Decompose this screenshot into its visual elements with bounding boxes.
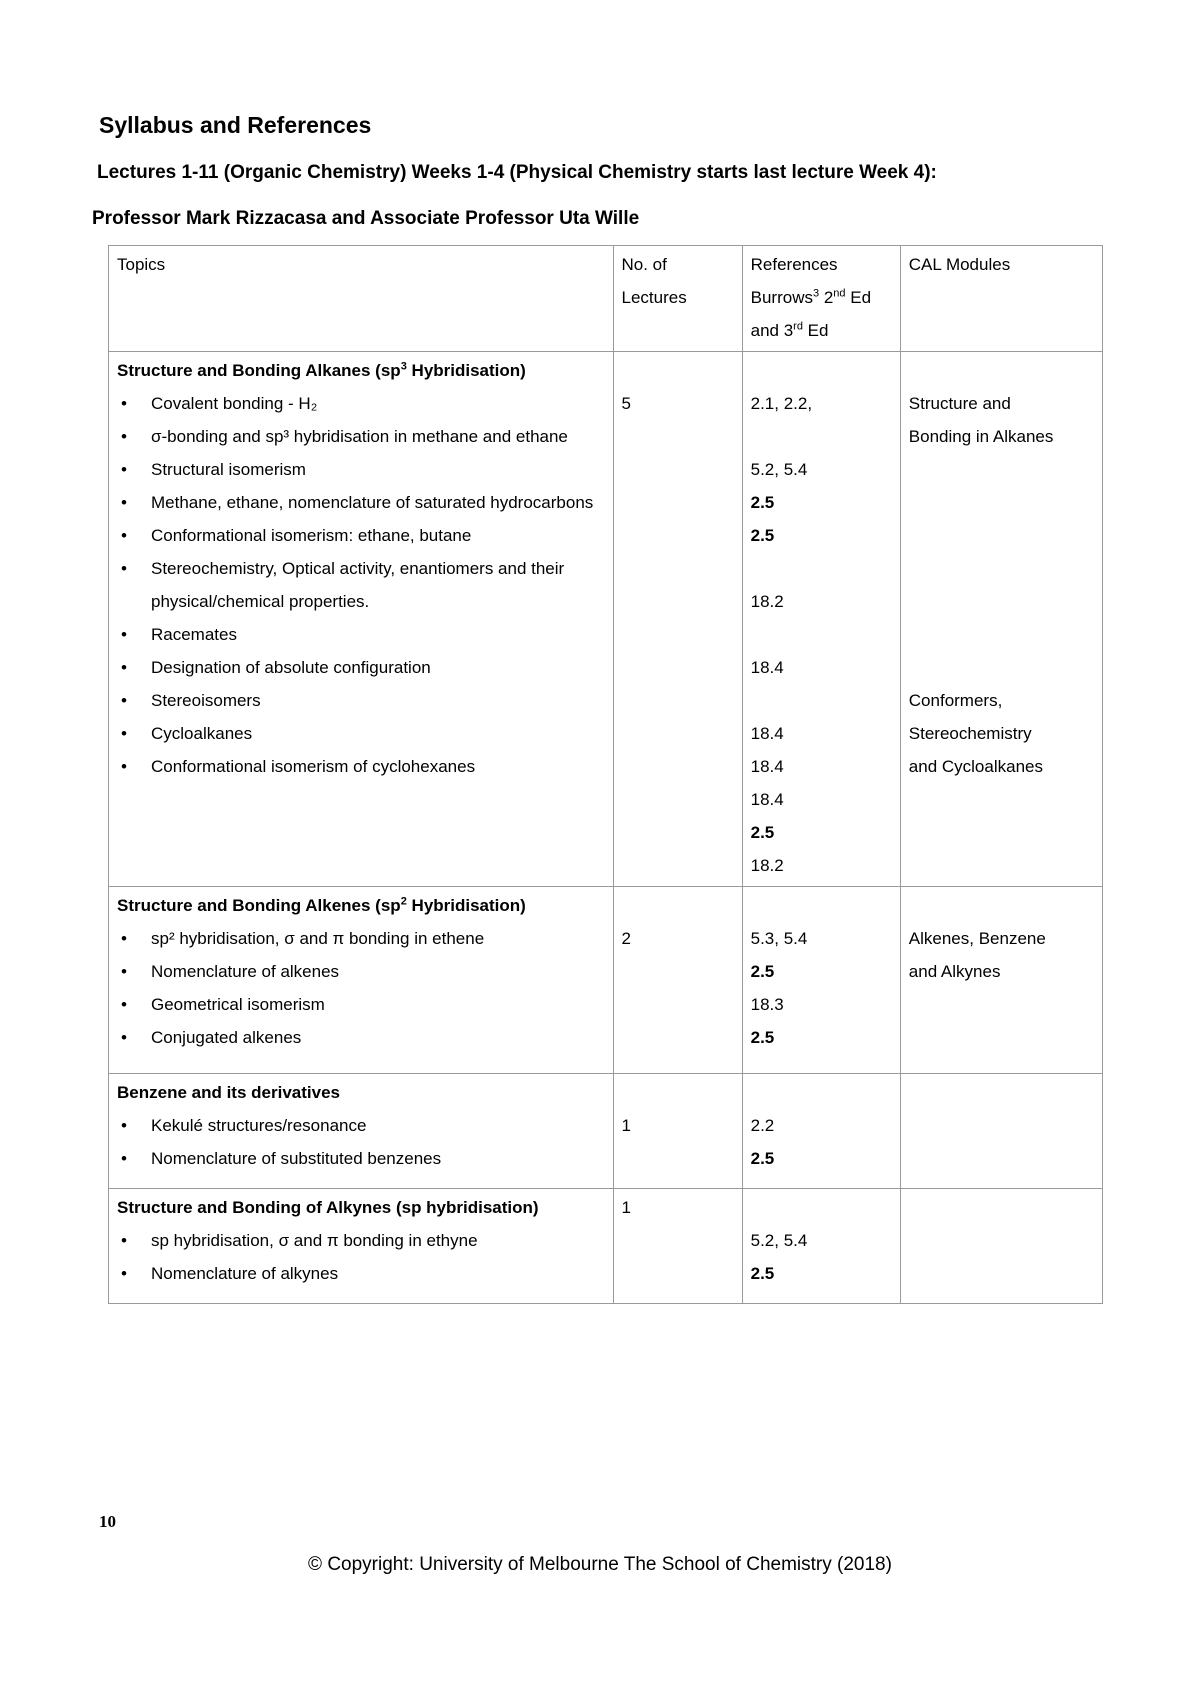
section-cal-cell	[900, 1074, 1102, 1189]
header-references-sup: nd	[833, 287, 846, 300]
section-lectures-cell	[613, 1189, 742, 1304]
copyright-footer: © Copyright: University of Melbourne The School of Chemistry (2018)	[308, 1554, 892, 1575]
lecture-count: 1	[621, 1116, 631, 1135]
reference-line	[751, 618, 892, 651]
section-title-part: Structure and Bonding of Alkynes (sp hybridisation)	[117, 1198, 539, 1217]
topic-item: • Cycloalkanes	[117, 717, 605, 750]
header-references-sup: rd	[793, 320, 803, 333]
cal-module-line: Stereochemistry	[908, 724, 1032, 743]
section-lectures-cell	[613, 352, 742, 887]
reference-line: 2.2	[750, 1116, 775, 1135]
topic-item: • Nomenclature of alkenes	[117, 955, 605, 988]
page-number: 10	[99, 1512, 116, 1531]
topic-item: • Covalent bonding - H₂	[117, 387, 605, 420]
topic-list	[117, 922, 605, 1054]
reference-line: 2.5	[750, 493, 775, 512]
reference-line: 18.3	[750, 995, 784, 1014]
section-title-part: Benzene and its derivatives	[117, 1083, 340, 1102]
reference-line: 18.4	[750, 757, 784, 776]
section-title	[117, 1191, 605, 1224]
topic-list	[117, 387, 605, 783]
cal-module-line: Conformers,	[908, 691, 1003, 710]
reference-line	[751, 684, 892, 717]
cal-module-line: Alkenes, Benzene	[908, 929, 1046, 948]
section-references-cell	[742, 352, 900, 887]
section-topics-cell	[109, 352, 614, 887]
syllabus-table	[108, 245, 1103, 1304]
section-cal-cell	[900, 352, 1102, 887]
section-title-part: Hybridisation)	[406, 896, 526, 915]
topic-item: • Geometrical isomerism	[117, 988, 605, 1021]
cal-module-line	[909, 453, 1094, 486]
topic-item: • σ-bonding and sp³ hybridisation in methane and ethane	[117, 420, 605, 453]
lecture-count: 1	[621, 1198, 631, 1217]
cal-module-line	[909, 618, 1094, 651]
header-cal-modules: CAL Modules	[900, 246, 1102, 352]
cal-module-line: and Cycloalkanes	[908, 757, 1043, 776]
cal-module-line	[909, 519, 1094, 552]
topic-item: • Racemates	[117, 618, 605, 651]
section-row	[109, 1189, 1103, 1304]
reference-line: 5.2, 5.4	[750, 460, 808, 479]
reference-line: 2.5	[750, 1149, 775, 1168]
reference-line	[751, 889, 892, 922]
header-references-text: References Burrows	[750, 255, 838, 307]
topic-item: • Conformational isomerism: ethane, butane	[117, 519, 605, 552]
cal-module-line	[909, 486, 1094, 519]
section-title	[117, 354, 605, 387]
reference-line: 2.1, 2.2,	[750, 394, 813, 413]
lecture-count: 2	[621, 929, 631, 948]
lecturers-line: Professor Mark Rizzacasa and Associate Professor Uta Wille	[92, 208, 640, 229]
reference-line	[751, 420, 892, 453]
lectures-subheading: Lectures 1-11 (Organic Chemistry) Weeks 1-4 (Physical Chemistry starts last lecture Week 4):	[97, 162, 937, 183]
topic-item: • Methane, ethane, nomenclature of saturated hydrocarbons	[117, 486, 605, 519]
reference-line: 2.5	[750, 823, 775, 842]
topic-item: • Kekulé structures/resonance	[117, 1109, 605, 1142]
topic-item: • Designation of absolute configuration	[117, 651, 605, 684]
section-references-cell	[742, 1074, 900, 1189]
topic-item: • Stereochemistry, Optical activity, enantiomers and their physical/chemical properties.	[117, 552, 605, 618]
topic-item: • Conjugated alkenes	[117, 1021, 605, 1054]
topic-item: • Conformational isomerism of cyclohexanes	[117, 750, 605, 783]
reference-line: 2.5	[750, 1028, 775, 1047]
reference-line: 2.5	[750, 962, 775, 981]
section-title-part: Structure and Bonding Alkenes (sp	[117, 896, 401, 915]
reference-line: 5.2, 5.4	[750, 1231, 808, 1250]
section-references-cell	[742, 887, 900, 1074]
section-title-part: 2	[400, 895, 407, 908]
table-header-row	[109, 246, 1103, 352]
reference-line: 18.4	[750, 790, 784, 809]
topic-item: • sp hybridisation, σ and π bonding in ethyne	[117, 1224, 605, 1257]
reference-line: 18.4	[750, 724, 784, 743]
reference-line: 18.4	[750, 658, 784, 677]
reference-line: 2.5	[750, 1264, 775, 1283]
cal-module-line	[909, 889, 1094, 922]
section-title-part: Hybridisation)	[406, 361, 526, 380]
section-lectures-cell	[613, 1074, 742, 1189]
section-cal-cell	[900, 887, 1102, 1074]
header-references	[742, 246, 900, 352]
cal-module-line	[909, 354, 1094, 387]
section-topics-cell	[109, 1074, 614, 1189]
section-title	[117, 1076, 605, 1109]
cal-module-line: and Alkynes	[908, 962, 1001, 981]
section-row	[109, 352, 1103, 887]
topic-item: • Stereoisomers	[117, 684, 605, 717]
header-references-sup: 3	[812, 287, 820, 300]
page-heading: Syllabus and References	[99, 112, 372, 138]
cal-module-line	[909, 651, 1094, 684]
reference-line: 18.2	[750, 592, 784, 611]
topic-item: • Structural isomerism	[117, 453, 605, 486]
header-references-text: Ed and 3	[750, 288, 872, 340]
section-title-part: 3	[400, 360, 407, 373]
section-row	[109, 1074, 1103, 1189]
section-topics-cell	[109, 887, 614, 1074]
section-cal-cell	[900, 1189, 1102, 1304]
reference-line: 2.5	[750, 526, 775, 545]
topic-list	[117, 1224, 605, 1290]
section-title-part: Structure and Bonding Alkanes (sp	[117, 361, 401, 380]
header-lectures: No. of Lectures	[613, 246, 742, 352]
topic-item: • Nomenclature of alkynes	[117, 1257, 605, 1290]
topic-item: • Nomenclature of substituted benzenes	[117, 1142, 605, 1175]
section-references-cell	[742, 1189, 900, 1304]
topic-list	[117, 1109, 605, 1175]
cal-module-line: Bonding in Alkanes	[908, 427, 1054, 446]
cal-module-line: Structure and	[908, 394, 1011, 413]
reference-line: 5.3, 5.4	[750, 929, 808, 948]
section-row	[109, 887, 1103, 1074]
lecture-count: 5	[621, 394, 631, 413]
header-references-text: Ed	[802, 321, 829, 340]
section-lectures-cell	[613, 887, 742, 1074]
section-title	[117, 889, 605, 922]
reference-line	[751, 354, 892, 387]
reference-line	[751, 1191, 892, 1224]
reference-line: 18.2	[750, 856, 784, 875]
header-topics: Topics	[109, 246, 614, 352]
cal-module-line	[909, 552, 1094, 585]
reference-line	[751, 552, 892, 585]
header-references-text: 2	[819, 288, 834, 307]
section-topics-cell	[109, 1189, 614, 1304]
reference-line	[751, 1076, 892, 1109]
topic-item: • sp² hybridisation, σ and π bonding in ethene	[117, 922, 605, 955]
cal-module-line	[909, 585, 1094, 618]
